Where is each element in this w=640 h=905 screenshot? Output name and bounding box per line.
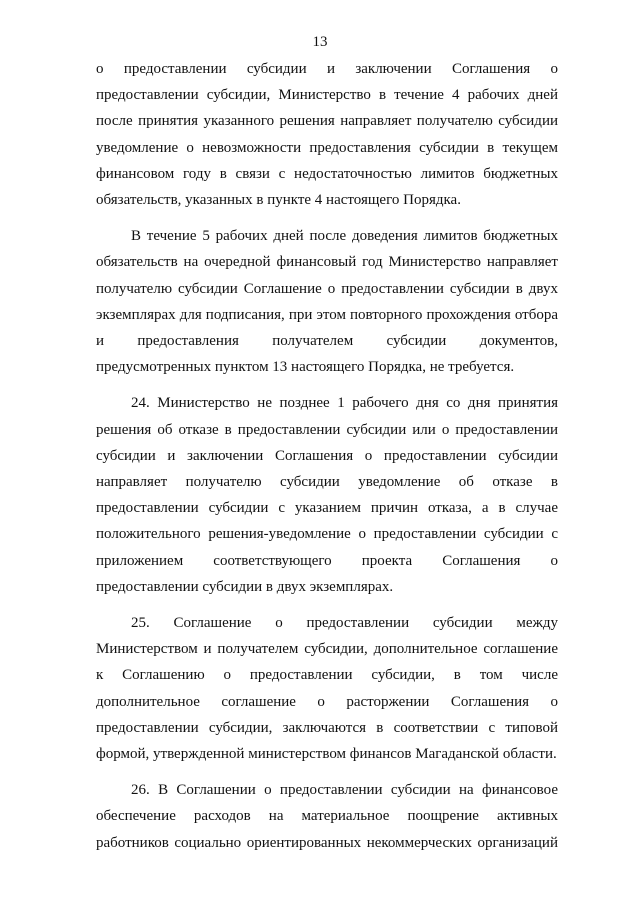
paragraph-item-24: 24. Министерство не позднее 1 рабочего дня со дня принятия решения об отказе в предоставлении субсидии или о предоставлении субсидии и заключении Соглашения о предоставлении субсидии направляет получателю субсидии уведомление об отказе в предоставлении субсидии с указанием причин отказа, а в случае положительного решения-уведомление о предоставлении субсидии с приложением соответствующего проекта Соглашения о предоставлении субсидии в двух экземплярах. — [96, 395, 558, 595]
paragraph-item-26: 26. В Соглашении о предоставлении субсидии на финансовое обеспечение расходов на материальное поощрение активных работников социально ориентированных некоммерческих организаций — [96, 782, 558, 851]
document-body — [96, 56, 558, 856]
paragraph-limits: В течение 5 рабочих дней после доведения лимитов бюджетных обязательств на очередной финансовый год Министерство направляет получателю субсидии Соглашение о предоставлении субсидии в двух экземплярах для подписания, при этом повторного прохождения отбора и предоставления получателем субсидии документов, предусмотренных пунктом 13 настоящего Порядка, не требуется. — [96, 228, 558, 376]
paragraph-item-25: 25. Соглашение о предоставлении субсидии между Министерством и получателем субсидии, дополнительное соглашение к Соглашению о предоставлении субсидии, в том числе дополнительное соглашение о расторжении Соглашения о предоставлении субсидии, заключаются в соответствии с типовой формой, утвержденной министерством финансов Магаданской области. — [96, 615, 558, 763]
page-number: 13 — [312, 34, 328, 50]
paragraph-continuation: о предоставлении субсидии и заключении Соглашения о предоставлении субсидии, Министерство в течение 4 рабочих дней после принятия указанного решения направляет получателю субсидии уведомление о невозможности предоставления субсидии в текущем финансовом году в связи с недостаточностью лимитов бюджетных обязательств, указанных в пункте 4 настоящего Порядка. — [96, 61, 558, 209]
